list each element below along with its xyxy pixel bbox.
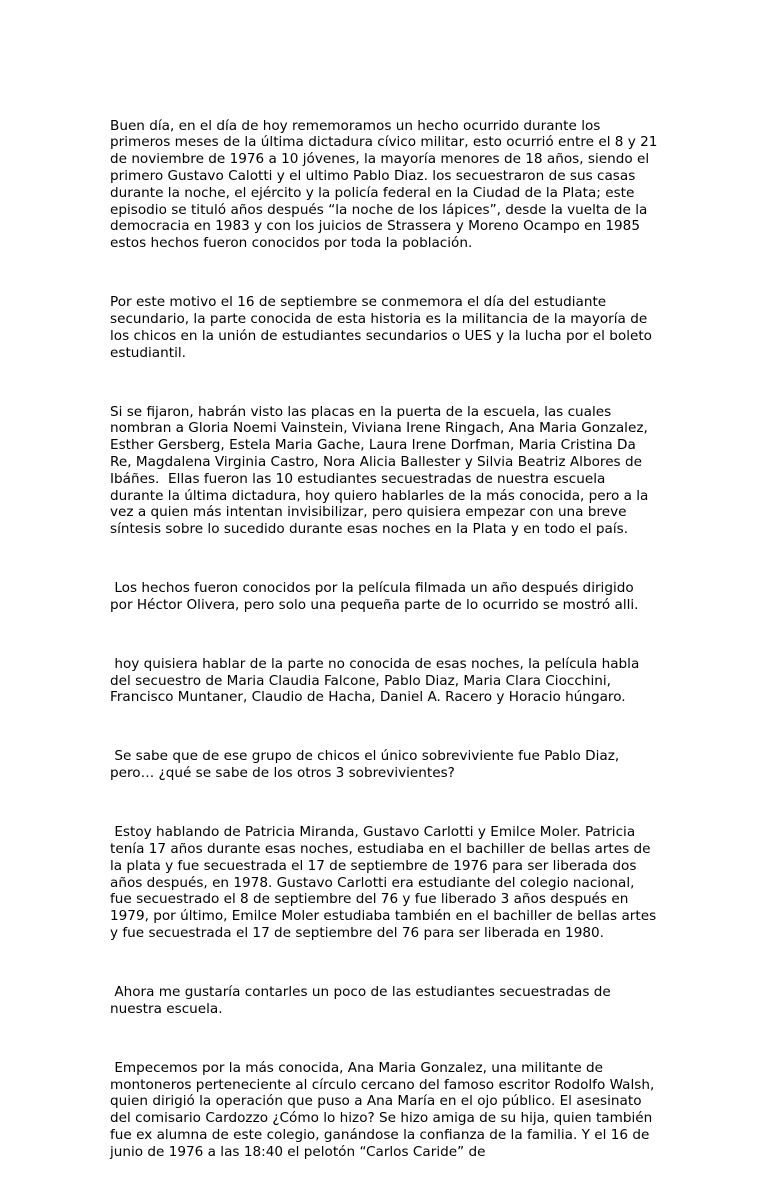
document-body	[110, 84, 662, 1203]
paragraph-6: Se sabe que de ese grupo de chicos el único sobreviviente fue Pablo Diaz, pero… ¿qué se sabe de los otros 3 sobrevivientes?	[110, 748, 624, 782]
paragraph-1: Buen día, en el día de hoy rememoramos un hecho ocurrido durante los primeros meses de la última dictadura cívico militar, esto ocurrió entre el 8 y 21 de noviembre de 1976 a 10 jóvenes, la mayoría menores de 18 años, siendo el primero Gustavo Calotti y el ultimo Pablo Diaz. los secuestraron de sus casas durante la noche, el ejército y la policía federal en la Ciudad de la Plata; este episodio se tituló años después “la noche de los lápices”, desde la vuelta de la democracia en 1983 y con los juicios de Strassera y Moreno Ocampo en 1985 estos hechos fueron conocidos por toda la población.	[110, 117, 662, 252]
paragraph-8: Ahora me gustaría contarles un poco de las estudiantes secuestradas de nuestra escuela.	[110, 984, 616, 1017]
paragraph-4: Los hechos fueron conocidos por la película filmada un año después dirigido por Héctor Olivera, pero solo una pequeña parte de lo ocurrido se mostró alli.	[110, 580, 639, 613]
paragraph-3: Si se fijaron, habrán visto las placas en la puerta de la escuela, las cuales nombran a Gloria Noemi Vainstein, Viviana Irene Ringach, Ana Maria Gonzalez, Esther Gersberg, Estela Maria Gache, Laura Irene Dorfman, Maria Cristina Da Re, Magdalena Virginia Castro, Nora Alicia Ballester y Silvia Beatriz Albores de Ibáñes. Ellas fueron las 10 estudiantes secuestradas de nuestra escuela durante la última dictadura, hoy quiero hablarles de la más conocida, pero a la vez a quien más intentan invisibilizar, pero quisiera empezar con una breve síntesis sobre lo sucedido durante esas noches en la Plata y en todo el país.	[110, 403, 653, 538]
paragraph-5: hoy quisiera hablar de la parte no conocida de esas noches, la película habla del secuestro de Maria Claudia Falcone, Pablo Diaz, Maria Clara Ciocchini, Francisco Muntaner, Claudio de Hacha, Daniel A. Racero y Horacio húngaro.	[110, 655, 644, 706]
paragraph-2: Por este motivo el 16 de septiembre se conmemora el día del estudiante secundario, la parte conocida de esta historia es la militancia de la mayoría de los chicos en la unión de estudiantes secundarios o UES y la lucha por el boleto estudiantil.	[110, 294, 657, 361]
paragraph-9: Empecemos por la más conocida, Ana Maria Gonzalez, una militante de montoneros perteneciente al círculo cercano del famoso escritor Rodolfo Walsh, quien dirigió la operación que puso a Ana María en el ojo público. El asesinato del comisario Cardozzo ¿Cómo lo hizo? Se hizo amiga de su hija, quien también fue ex alumna de este colegio, ganándose la confianza de la familia. Y el 16 de junio de 1976 a las 18:40 el pelotón “Carlos Caride” de	[110, 1059, 659, 1160]
paragraph-7: Estoy hablando de Patricia Miranda, Gustavo Carlotti y Emilce Moler. Patricia tenía 17 años durante esas noches, estudiaba en el bachiller de bellas artes de la plata y fue secuestrada el 17 de septiembre de 1976 para ser liberada dos años después, en 1978. Gustavo Carlotti era estudiante del colegio nacional, fue secuestrado el 8 de septiembre del 76 y fue liberado 3 años después en 1979, por último, Emilce Moler estudiaba también en el bachiller de bellas artes y fue secuestrada el 17 de septiembre del 76 para ser liberada en 1980.	[110, 824, 661, 942]
